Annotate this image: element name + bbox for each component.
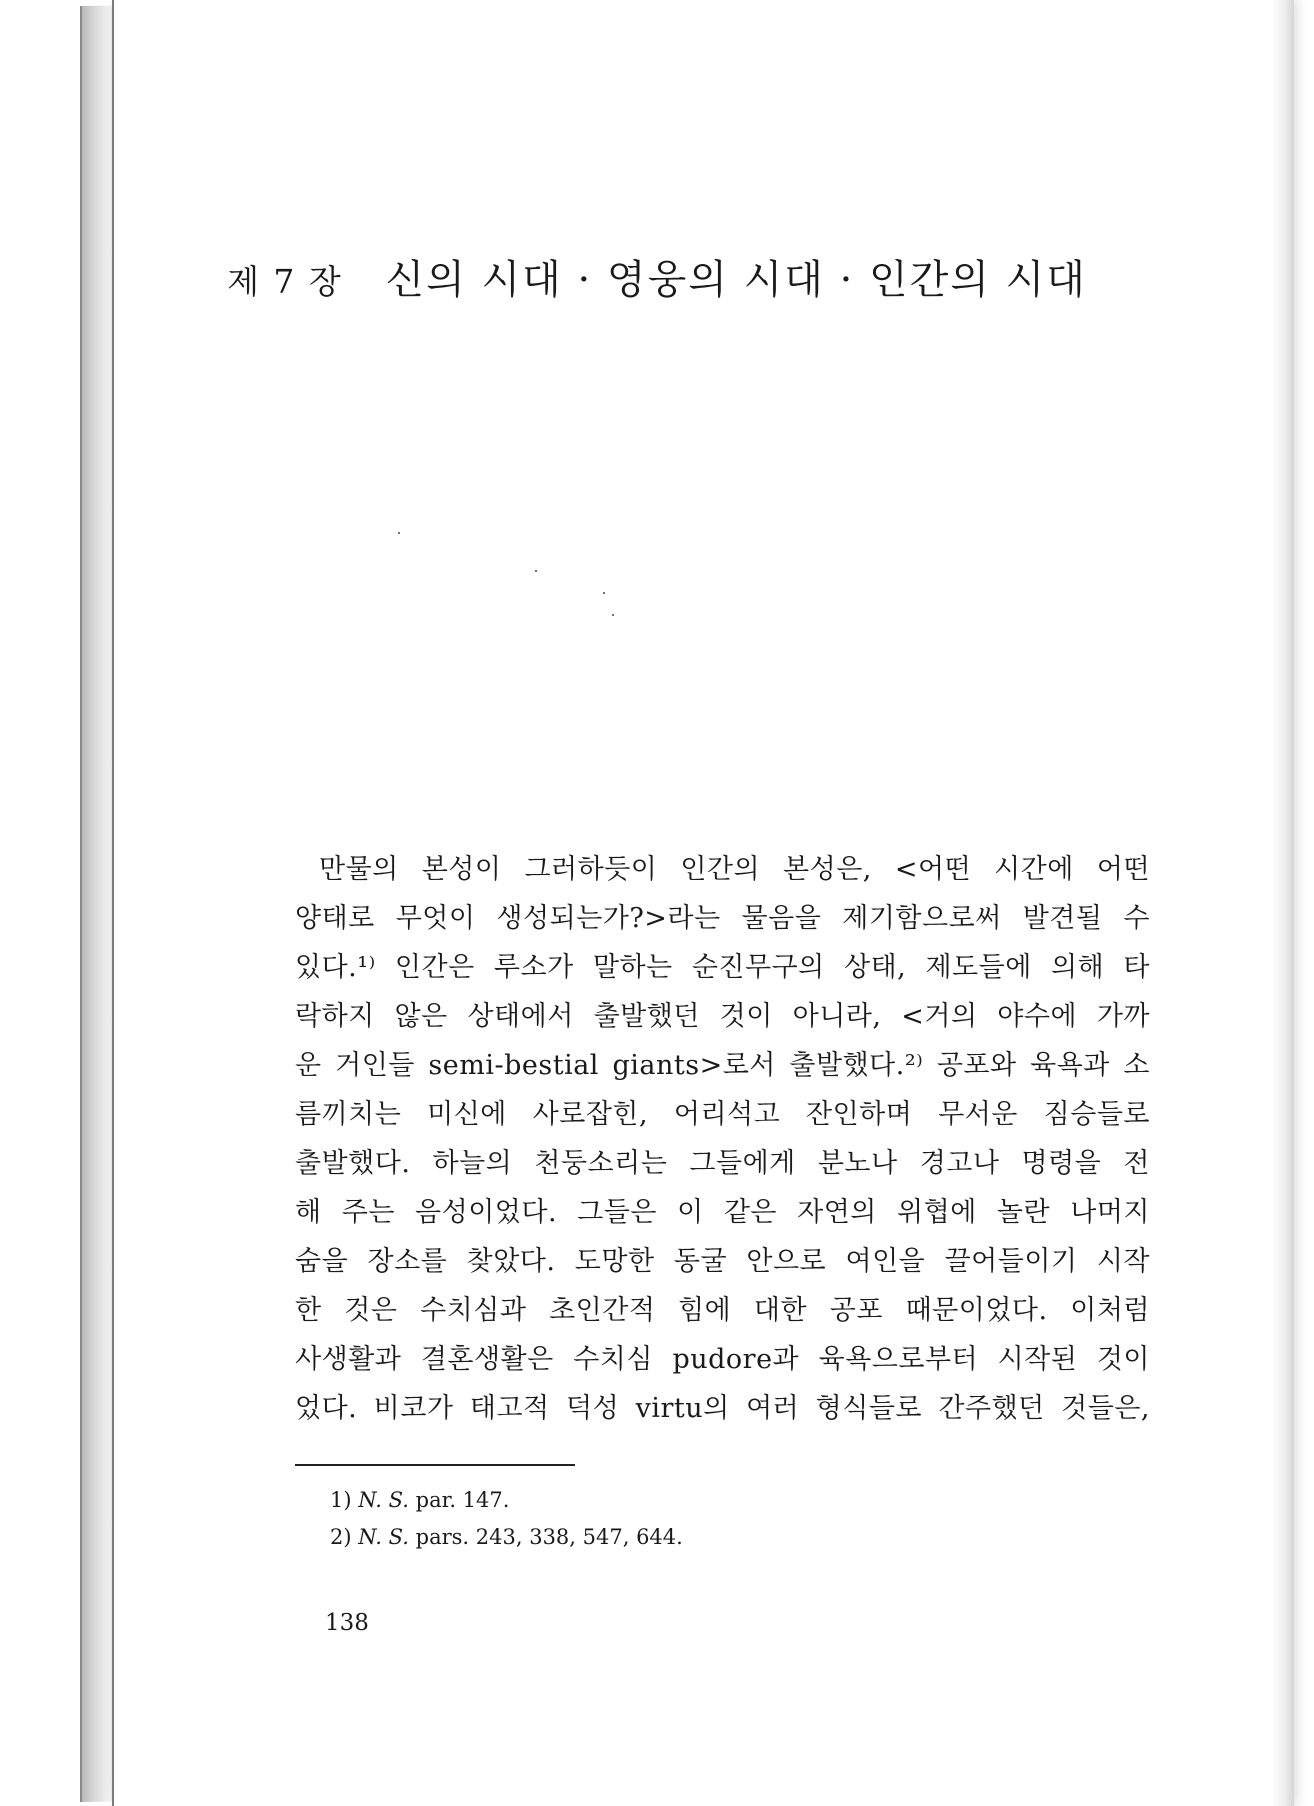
footnote bbox=[330, 1482, 683, 1519]
footnotes bbox=[330, 1482, 683, 1556]
body-line: 운 거인들 semi-bestial giants>로서 출발했다.²⁾ 공포와 육욕과 소 bbox=[295, 1050, 1150, 1081]
body-line: 었다. 비코가 태고적 덕성 virtu의 여러 형식들로 간주했던 것들은, bbox=[295, 1393, 1150, 1424]
body-line: 양태로 무엇이 생성되는가?>라는 물음을 제기함으로써 발견될 수 bbox=[295, 903, 1150, 934]
body-line: 름끼치는 미신에 사로잡힌, 어리석고 잔인하며 무서운 짐승들로 bbox=[295, 1099, 1150, 1130]
body-line: 해 주는 음성이었다. 그들은 이 같은 자연의 위협에 놀란 나머지 bbox=[295, 1197, 1150, 1228]
body-line: 락하지 않은 상태에서 출발했던 것이 아니라, <거의 야수에 가까 bbox=[295, 1001, 1150, 1032]
body-line: 출발했다. 하늘의 천둥소리는 그들에게 분노나 경고나 명령을 전 bbox=[295, 1148, 1150, 1179]
footnote-number: 1) bbox=[330, 1488, 352, 1512]
footnote-number: 2) bbox=[330, 1525, 352, 1549]
body-line: 만물의 본성이 그러하듯이 인간의 본성은, <어떤 시간에 어떤 bbox=[319, 854, 1150, 885]
chapter-title: 신의 시대 · 영웅의 시대 · 인간의 시대 bbox=[385, 257, 1087, 303]
footnote bbox=[330, 1519, 683, 1556]
chapter-heading bbox=[0, 248, 1314, 305]
page-number: 138 bbox=[325, 1610, 369, 1636]
footnote-source: N. S. bbox=[358, 1488, 409, 1512]
footnote-divider bbox=[295, 1464, 575, 1466]
body-line: 한 것은 수치심과 초인간적 힘에 대한 공포 때문이었다. 이처럼 bbox=[295, 1295, 1150, 1326]
chapter-number: 제 7 장 bbox=[227, 262, 343, 301]
body-line: 사생활과 결혼생활은 수치심 pudore과 육욕으로부터 시작된 것이 bbox=[295, 1344, 1150, 1375]
body-line: 숨을 장소를 찾았다. 도망한 동굴 안으로 여인을 끌어들이기 시작 bbox=[295, 1246, 1150, 1277]
footnote-reference: par. 147. bbox=[415, 1488, 510, 1512]
footnote-source: N. S. bbox=[358, 1525, 409, 1549]
body-paragraph bbox=[295, 845, 1150, 1433]
body-line: 있다.¹⁾ 인간은 루소가 말하는 순진무구의 상태, 제도들에 의해 타 bbox=[295, 952, 1150, 983]
footnote-reference: pars. 243, 338, 547, 644. bbox=[415, 1525, 683, 1549]
